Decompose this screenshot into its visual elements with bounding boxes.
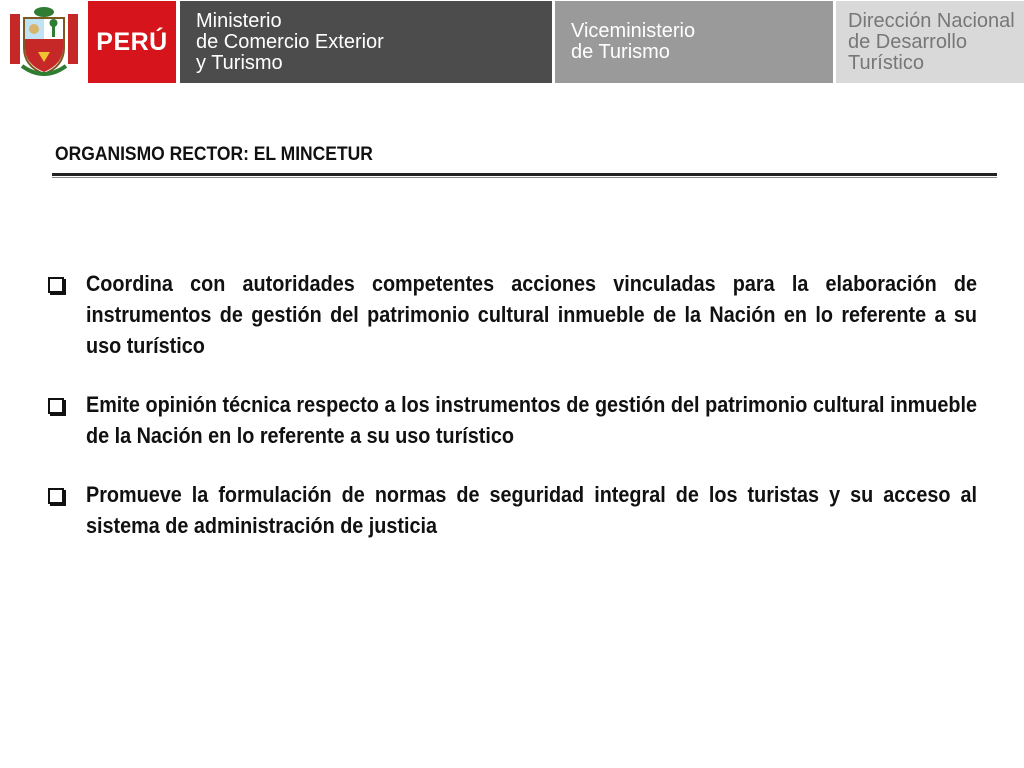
ministry-label <box>180 1 552 83</box>
direction-label <box>836 1 1024 83</box>
bullet-list <box>48 268 978 569</box>
list-item <box>48 389 978 451</box>
bullet-text: Promueve la formulación de normas de seguridad integral de los turistas y su acceso al sistema de administración de justicia <box>86 482 977 538</box>
ministry-line-2: de Comercio Exterior <box>196 30 384 53</box>
checkbox-bullet-icon <box>48 488 64 504</box>
vice-ministry-line-1: Viceministerio <box>571 20 696 42</box>
peru-label <box>88 1 178 83</box>
title-underline-thin <box>52 177 997 178</box>
country-name: PERÚ <box>96 27 168 56</box>
vice-ministry-label <box>555 1 833 83</box>
bullet-text: Coordina con autoridades competentes acciones vinculadas para la elaboración de instrumentos de gestión del patrimonio cultural inmueble de la Nación en lo referente a su uso turístico <box>86 271 977 358</box>
direction-line-1: Dirección Nacional <box>848 9 1015 32</box>
title-underline <box>52 173 997 176</box>
bullet-text: Emite opinión técnica respecto a los instrumentos de gestión del patrimonio cultural inmueble de la Nación en lo referente a su uso turístico <box>86 392 977 448</box>
ministry-line-1: Ministerio <box>196 9 282 32</box>
checkbox-bullet-icon <box>48 277 64 293</box>
list-item <box>48 479 978 541</box>
vice-ministry-line-2: de Turismo <box>571 41 670 63</box>
direction-line-2: de Desarrollo Turístico <box>848 30 967 74</box>
ministry-line-3: y Turismo <box>196 51 283 74</box>
header-banner <box>0 0 1024 84</box>
checkbox-bullet-icon <box>48 398 64 414</box>
coat-of-arms-icon <box>0 0 88 84</box>
section-title: ORGANISMO RECTOR: EL MINCETUR <box>55 144 373 165</box>
list-item <box>48 268 978 361</box>
